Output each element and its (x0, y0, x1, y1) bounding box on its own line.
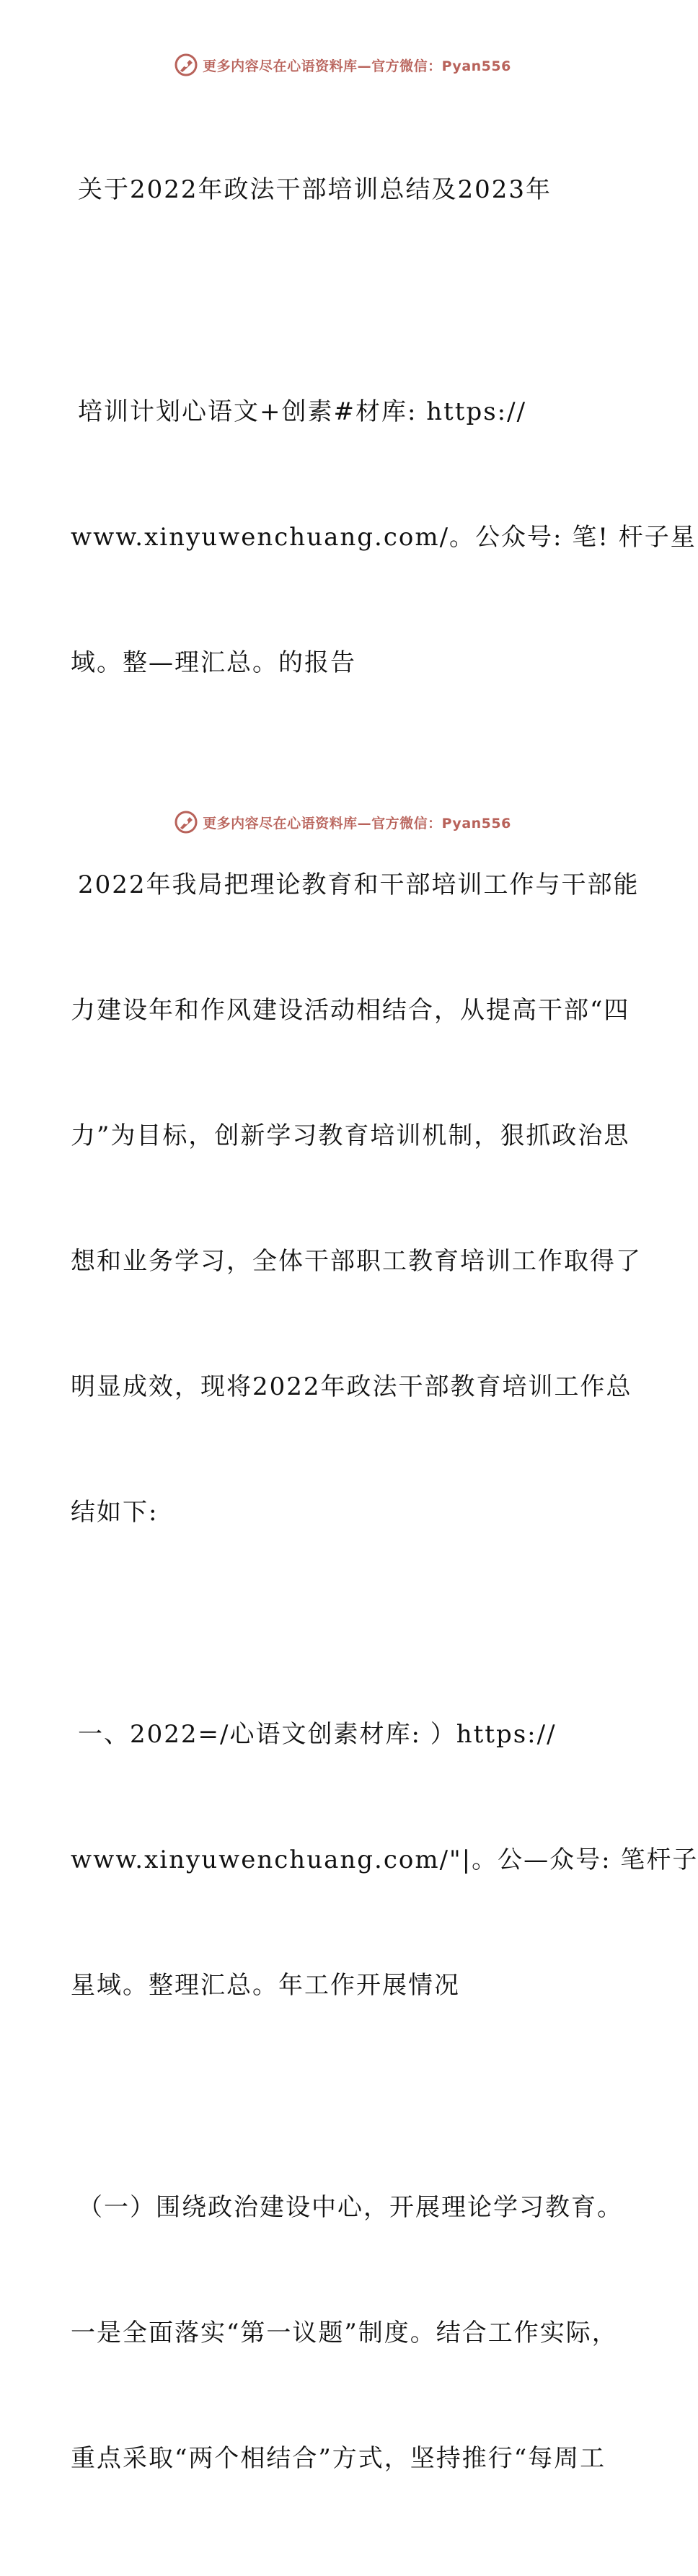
text-line: 一是全面落实“第一议题”制度。结合工作实际， (71, 2319, 618, 2347)
section-heading-1 (71, 1630, 698, 2090)
text-line: （一）围绕政治建设中心，开展理论学习教育。 (78, 2193, 623, 2222)
text-line: 力建设年和作风建设活动相结合，从提高干部“四 (71, 996, 630, 1025)
watermark-text: 更多内容尽在心语资料库—官方微信：Pyan556 (203, 815, 511, 832)
text-line: 2022年我局把理论教育和干部培训工作与干部能 (78, 870, 640, 899)
text-line: 星域。整理汇总。年工作开展情况 (71, 1971, 460, 2000)
header-watermark (0, 50, 685, 79)
document-body (71, 85, 698, 2576)
paragraph-intro (71, 780, 642, 1617)
footer-watermark (0, 808, 685, 837)
text-line: 力”为目标，创新学习教育培训机制，狠抓政治思 (71, 1121, 630, 1150)
pen-nib-logo-icon (174, 53, 198, 77)
text-line: www.xinyuwenchuang.com/"|。公—众号: 笔杆子 (71, 1845, 698, 1874)
text-line: 想和业务学习，全体干部职工教育培训工作取得了 (71, 1247, 642, 1276)
paragraph-section-1-1 (71, 2103, 623, 2563)
text-line: 一、2022=/心语文创素材库: ）https:// (78, 1720, 557, 1749)
watermark-text: 更多内容尽在心语资料库—官方微信：Pyan556 (203, 58, 511, 74)
text-line: 重点采取“两个相结合”方式，坚持推行“每周工 (71, 2444, 606, 2473)
text-line: 关于2022年政法干部培训总结及2023年 (78, 175, 552, 204)
document-title (71, 85, 619, 294)
paragraph-subtitle (71, 307, 697, 767)
text-line: 域。整—理汇总。的报告 (71, 648, 356, 677)
text-line: www.xinyuwenchuang.com/。公众号: 笔! 杆子星 (71, 523, 697, 552)
text-line: 结如下: (71, 1498, 159, 1527)
text-line: 培训计划心语文+创素#材库: https:// (78, 397, 527, 426)
pen-nib-logo-icon (174, 810, 198, 834)
text-line: 明显成效，现将2022年政法干部教育培训工作总 (71, 1372, 632, 1401)
